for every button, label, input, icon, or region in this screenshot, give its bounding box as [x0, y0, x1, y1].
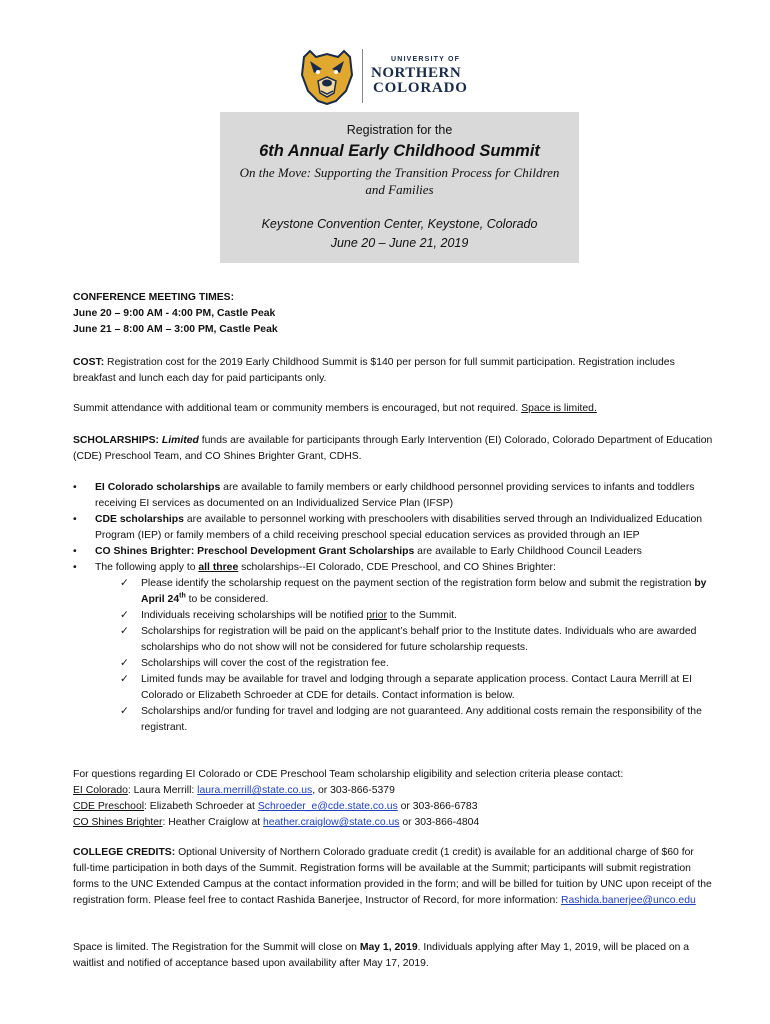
event-dates: June 20 – June 21, 2019: [330, 236, 469, 250]
all-three-emphasis: all three: [198, 562, 239, 573]
contacts-intro: For questions regarding EI Colorado or CDE Preschool Team scholarship eligibility and selection criteria please contact:: [73, 769, 624, 780]
checkmark-icon: ✓: [120, 674, 129, 685]
attendance-text: Summit attendance with additional team or community members is encouraged, but not required.: [73, 403, 522, 414]
bullet-text: scholarships--EI Colorado, CDE Preschool, and CO Shines Brighter:: [238, 562, 556, 573]
email-link[interactable]: heather.craiglow@state.co.us: [263, 817, 400, 828]
bullet-dot-icon: •: [73, 562, 77, 573]
check-text: Scholarships for registration will be paid on the applicant’s behalf prior to the Institute dates. Individuals who are awarded scholarships who do not show will not be considered for future scholarship requests.: [141, 626, 697, 653]
logo-line2: NORTHERN: [371, 65, 462, 81]
cost-text: Registration cost for the 2019 Early Childhood Summit is $140 per person for full summit participation. Registration includes breakfast and lunch each day for paid participants only.: [73, 357, 675, 384]
logo-line3: COLORADO: [373, 80, 468, 96]
check-item: [73, 576, 713, 608]
bullet-text: are available to personnel working with preschoolers with disabilities served through an Individualized Education Program (IEP) or family members of a child receiving preschool special education services as provided through an IEP: [95, 514, 703, 541]
check-text: Please identify the scholarship request on the payment section of the registration form below and submit the registration: [141, 578, 695, 589]
contact-name: : Elizabeth Schroeder at: [144, 801, 258, 812]
check-item: [73, 656, 713, 672]
email-link[interactable]: laura.merrill@state.co.us: [197, 785, 313, 796]
email-link[interactable]: Rashida.banerjee@unco.edu: [561, 895, 696, 906]
venue-block: [220, 215, 579, 253]
closing-text: . Individuals applying after May 1, 2019, will be placed on a waitlist and notified of acceptance based upon availability after May 17, 2019.: [73, 942, 690, 969]
venue-text: Keystone Convention Center, Keystone, Colorado: [261, 217, 538, 231]
bullet-text: The following apply to: [95, 562, 199, 573]
scholarships-limited: Limited: [161, 435, 199, 446]
checkmark-icon: ✓: [120, 578, 129, 589]
checkmark-icon: ✓: [120, 658, 129, 669]
contact-co-shines: [73, 815, 713, 831]
checkmark-icon: ✓: [120, 706, 129, 717]
contact-phone: , or 303-866-5379: [312, 785, 395, 796]
attendance-paragraph: [73, 401, 713, 417]
check-item: [73, 608, 713, 624]
check-text: to be considered.: [185, 594, 269, 605]
check-text: Scholarships will cover the cost of the registration fee.: [141, 658, 389, 669]
check-item: [73, 704, 713, 736]
deadline-bold: by April 24: [141, 578, 707, 605]
bullet-co-shines: [73, 544, 713, 560]
bullet-bold: EI Colorado scholarships: [95, 482, 221, 493]
scholarship-conditions: [73, 576, 713, 736]
unc-logo: [296, 45, 486, 107]
registration-label: Registration for the: [346, 123, 453, 137]
logo-wordmark: [371, 56, 468, 96]
summit-title: 6th Annual Early Childhood Summit: [259, 142, 540, 160]
contact-org: EI Colorado: [73, 785, 128, 796]
prior-underline: prior: [366, 610, 388, 621]
meeting-times: [73, 290, 713, 338]
closing-date: May 1, 2019: [359, 942, 418, 953]
check-item: [73, 624, 713, 656]
checkmark-icon: ✓: [120, 626, 129, 637]
closing-paragraph: [73, 940, 713, 972]
college-credits-paragraph: [73, 845, 713, 909]
contact-phone: or 303-866-6783: [397, 801, 478, 812]
scholarships-label: SCHOLARSHIPS:: [73, 435, 160, 446]
deadline-suffix: th: [179, 592, 186, 600]
bullet-ei: [73, 480, 713, 512]
meeting-times-heading: CONFERENCE MEETING TIMES:: [73, 292, 235, 303]
bullet-text: are available to Early Childhood Council Leaders: [414, 546, 642, 557]
logo-divider: [362, 49, 363, 103]
contacts-block: [73, 767, 713, 831]
summit-subtitle: On the Move: Supporting the Transition Process for Children and Families: [239, 165, 560, 197]
bullet-all-three: [73, 560, 713, 576]
bullet-bold: CO Shines Brighter: Preschool Development Grant Scholarships: [95, 546, 415, 557]
logo-line1: UNIVERSITY OF: [391, 56, 461, 63]
college-credits-label: COLLEGE CREDITS:: [73, 847, 176, 858]
contact-phone: or 303-866-4804: [399, 817, 480, 828]
contact-name: : Heather Craiglow at: [162, 817, 264, 828]
closing-text: Space is limited. The Registration for the Summit will close on: [73, 942, 360, 953]
check-text: Limited funds may be available for travel and lodging through a separate application process. Contact Laura Merrill at EI Colorado or Elizabeth Schroeder at CDE for details. Contact information is below.: [141, 674, 693, 701]
bullet-dot-icon: •: [73, 514, 77, 525]
check-text: to the Summit.: [387, 610, 457, 621]
scholarships-text: funds are available for participants through Early Intervention (EI) Colorado, Colorado Department of Education (CDE) Preschool Team, and CO Shines Brighter Grant, CDHS.: [73, 435, 713, 462]
contact-org: CDE Preschool: [73, 801, 145, 812]
check-text: Individuals receiving scholarships will be notified: [141, 610, 367, 621]
bullet-text: are available to family members or early childhood personnel providing services to infants and toddlers receiving EI services as documented on an Individualized Service Plan (IFSP): [95, 482, 695, 509]
checkmark-icon: ✓: [120, 610, 129, 621]
check-text: Scholarships and/or funding for travel and lodging are not guaranteed. Any additional costs remain the responsibility of the registrant.: [141, 706, 702, 733]
contact-cde: [73, 799, 713, 815]
title-box: [220, 112, 579, 263]
cost-label: COST:: [73, 357, 105, 368]
email-link[interactable]: Schroeder_e@cde.state.co.us: [257, 801, 398, 812]
bullet-bold: CDE scholarships: [95, 514, 184, 525]
contact-ei: [73, 783, 713, 799]
cost-paragraph: [73, 355, 713, 387]
scholarships-paragraph: [73, 433, 713, 465]
bear-mascot-icon: [296, 47, 358, 105]
bullet-dot-icon: •: [73, 546, 77, 557]
space-limited: Space is limited.: [521, 403, 597, 414]
meeting-day2: June 21 – 8:00 AM – 3:00 PM, Castle Peak: [73, 324, 278, 335]
scholarship-bullets: [73, 480, 713, 736]
meeting-day1: June 20 – 9:00 AM - 4:00 PM, Castle Peak: [73, 308, 276, 319]
contact-name: : Laura Merrill:: [127, 785, 198, 796]
bullet-cde: [73, 512, 713, 544]
contact-org: CO Shines Brighter: [73, 817, 163, 828]
check-item: [73, 672, 713, 704]
college-credits-text: Optional University of Northern Colorado graduate credit (1 credit) is available for an additional charge of $60 for full-time participation in both days of the Summit. Registration forms will be available at the Summit; participants will submit registration forms to the UNC Extended Campus at the contact information provided in the form; and will be billed for tuition by UNC upon receipt of the registration form. Please feel free to contact Rashida Banerjee, Instructor of Record, for more information:: [73, 847, 712, 906]
bullet-dot-icon: •: [73, 482, 77, 493]
